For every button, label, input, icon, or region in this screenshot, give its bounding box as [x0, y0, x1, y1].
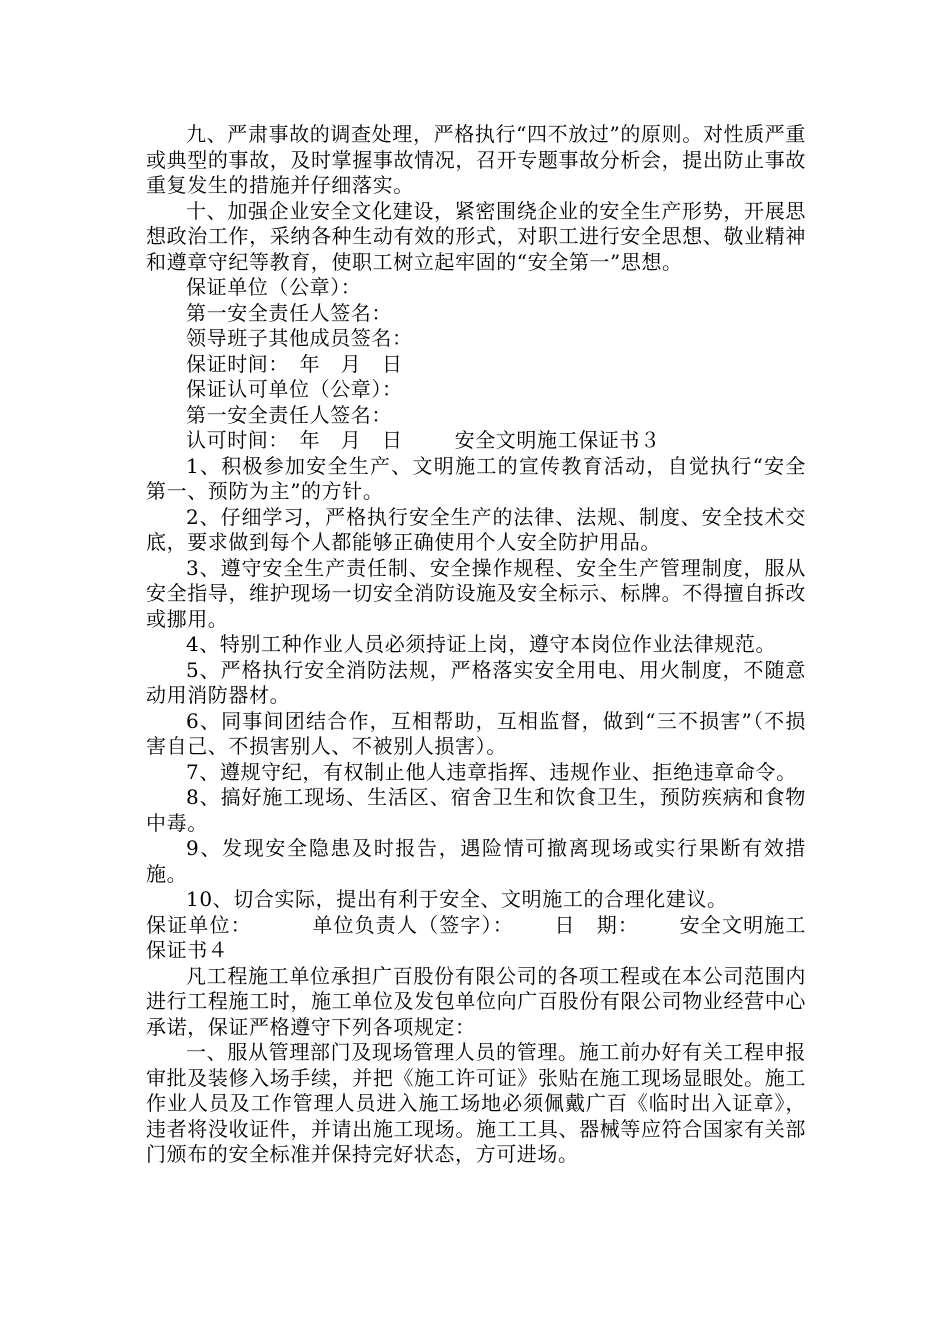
list-item: 8、搞好施工现场、生活区、宿舍卫生和饮食卫生，预防疾病和食物中毒。	[146, 785, 806, 835]
paragraph-intro: 凡工程施工单位承担广百股份有限公司的各项工程或在本公司范围内进行工程施工时，施工单位及发包单位向广百股份有限公司物业经营中心承诺，保证严格遵守下列各项规定：	[146, 963, 806, 1039]
list-item: 4、特别工种作业人员必须持证上岗，遵守本岗位作业法律规范。	[186, 632, 777, 656]
list-item: 3、遵守安全生产责任制、安全操作规程、安全生产管理制度，服从安全指导，维护现场一切安全消防设施及安全标示、标牌。不得擅自拆改或挪用。	[146, 555, 806, 631]
signature-approval-time-line	[146, 428, 806, 454]
list-item: 10、切合实际，提出有利于安全、文明施工的合理化建议。	[186, 887, 728, 911]
document-body	[146, 122, 806, 1168]
signature-leadership-members: 领导班子其他成员签名：	[186, 326, 413, 350]
list-item: 1、积极参加安全生产、文明施工的宣传教育活动，自觉执行“安全第一、预防为主”的方针。	[146, 453, 806, 503]
footer-guarantee-unit: 保证单位：	[146, 912, 252, 937]
paragraph-rule-one: 一、服从管理部门及现场管理人员的管理。施工前办好有关工程申报审批及装修入场手续，并把《施工许可证》张贴在施工现场显眼处。施工作业人员及工作管理人员进入施工场地必须佩戴广百《临时出入证章》，违者将没收证件，并请出施工现场。施工工具、器械等应符合国家有关部门颁布的安全标准并保持完好状态，方可进场。	[146, 1040, 806, 1166]
section-title-3: 安全文明施工保证书３	[454, 428, 661, 452]
signature-first-responsible-2: 第一安全责任人签名：	[186, 402, 392, 427]
list-item: 9、发现安全隐患及时报告，遇险情可撤离现场或实行果断有效措施。	[146, 836, 806, 886]
paragraph-nine: 九、严肃事故的调查处理，严格执行“四不放过”的原则。对性质严重或典型的事故，及时掌握事故情况，召开专题事故分析会，提出防止事故重复发生的措施并仔细落实。	[146, 122, 806, 197]
list-item: 7、遵规守纪，有权制止他人违章指挥、违规作业、拒绝违章命令。	[186, 759, 797, 784]
list-item: 5、严格执行安全消防法规，严格落实安全用电、用火制度，不随意动用消防器材。	[146, 657, 806, 707]
approval-time: 认可时间： 年 月 日	[186, 428, 403, 452]
list-item: 2、仔细学习，严格执行安全生产的法律、法规、制度、安全技术交底，要求做到每个人都能够正确使用个人安全防护用品。	[146, 504, 806, 554]
list-item: 6、同事间团结合作，互相帮助，互相监督，做到“三不损害”（不损害自己、不损害别人、不被别人损害）。	[146, 708, 806, 758]
footer-signature-line	[146, 913, 806, 964]
paragraph-ten: 十、加强企业安全文化建设，紧密围绕企业的安全生产形势，开展思想政治工作，采纳各种生动有效的形式，对职工进行安全思想、敬业精神和遵章守纪等教育，使职工树立起牢固的“安全第一”思想。	[146, 198, 806, 274]
footer-date: 日 期：	[553, 912, 640, 937]
signature-guarantee-unit: 保证单位（公章）：	[186, 275, 362, 299]
section-title-4: 安全文明施工保证书４	[146, 912, 807, 962]
signature-guarantee-time: 保证时间： 年 月 日	[186, 351, 403, 376]
signature-first-responsible: 第一安全责任人签名：	[186, 300, 392, 325]
signature-approval-unit: 保证认可单位（公章）：	[186, 377, 403, 401]
footer-unit-leader: 单位负责人（签字）：	[311, 912, 514, 937]
